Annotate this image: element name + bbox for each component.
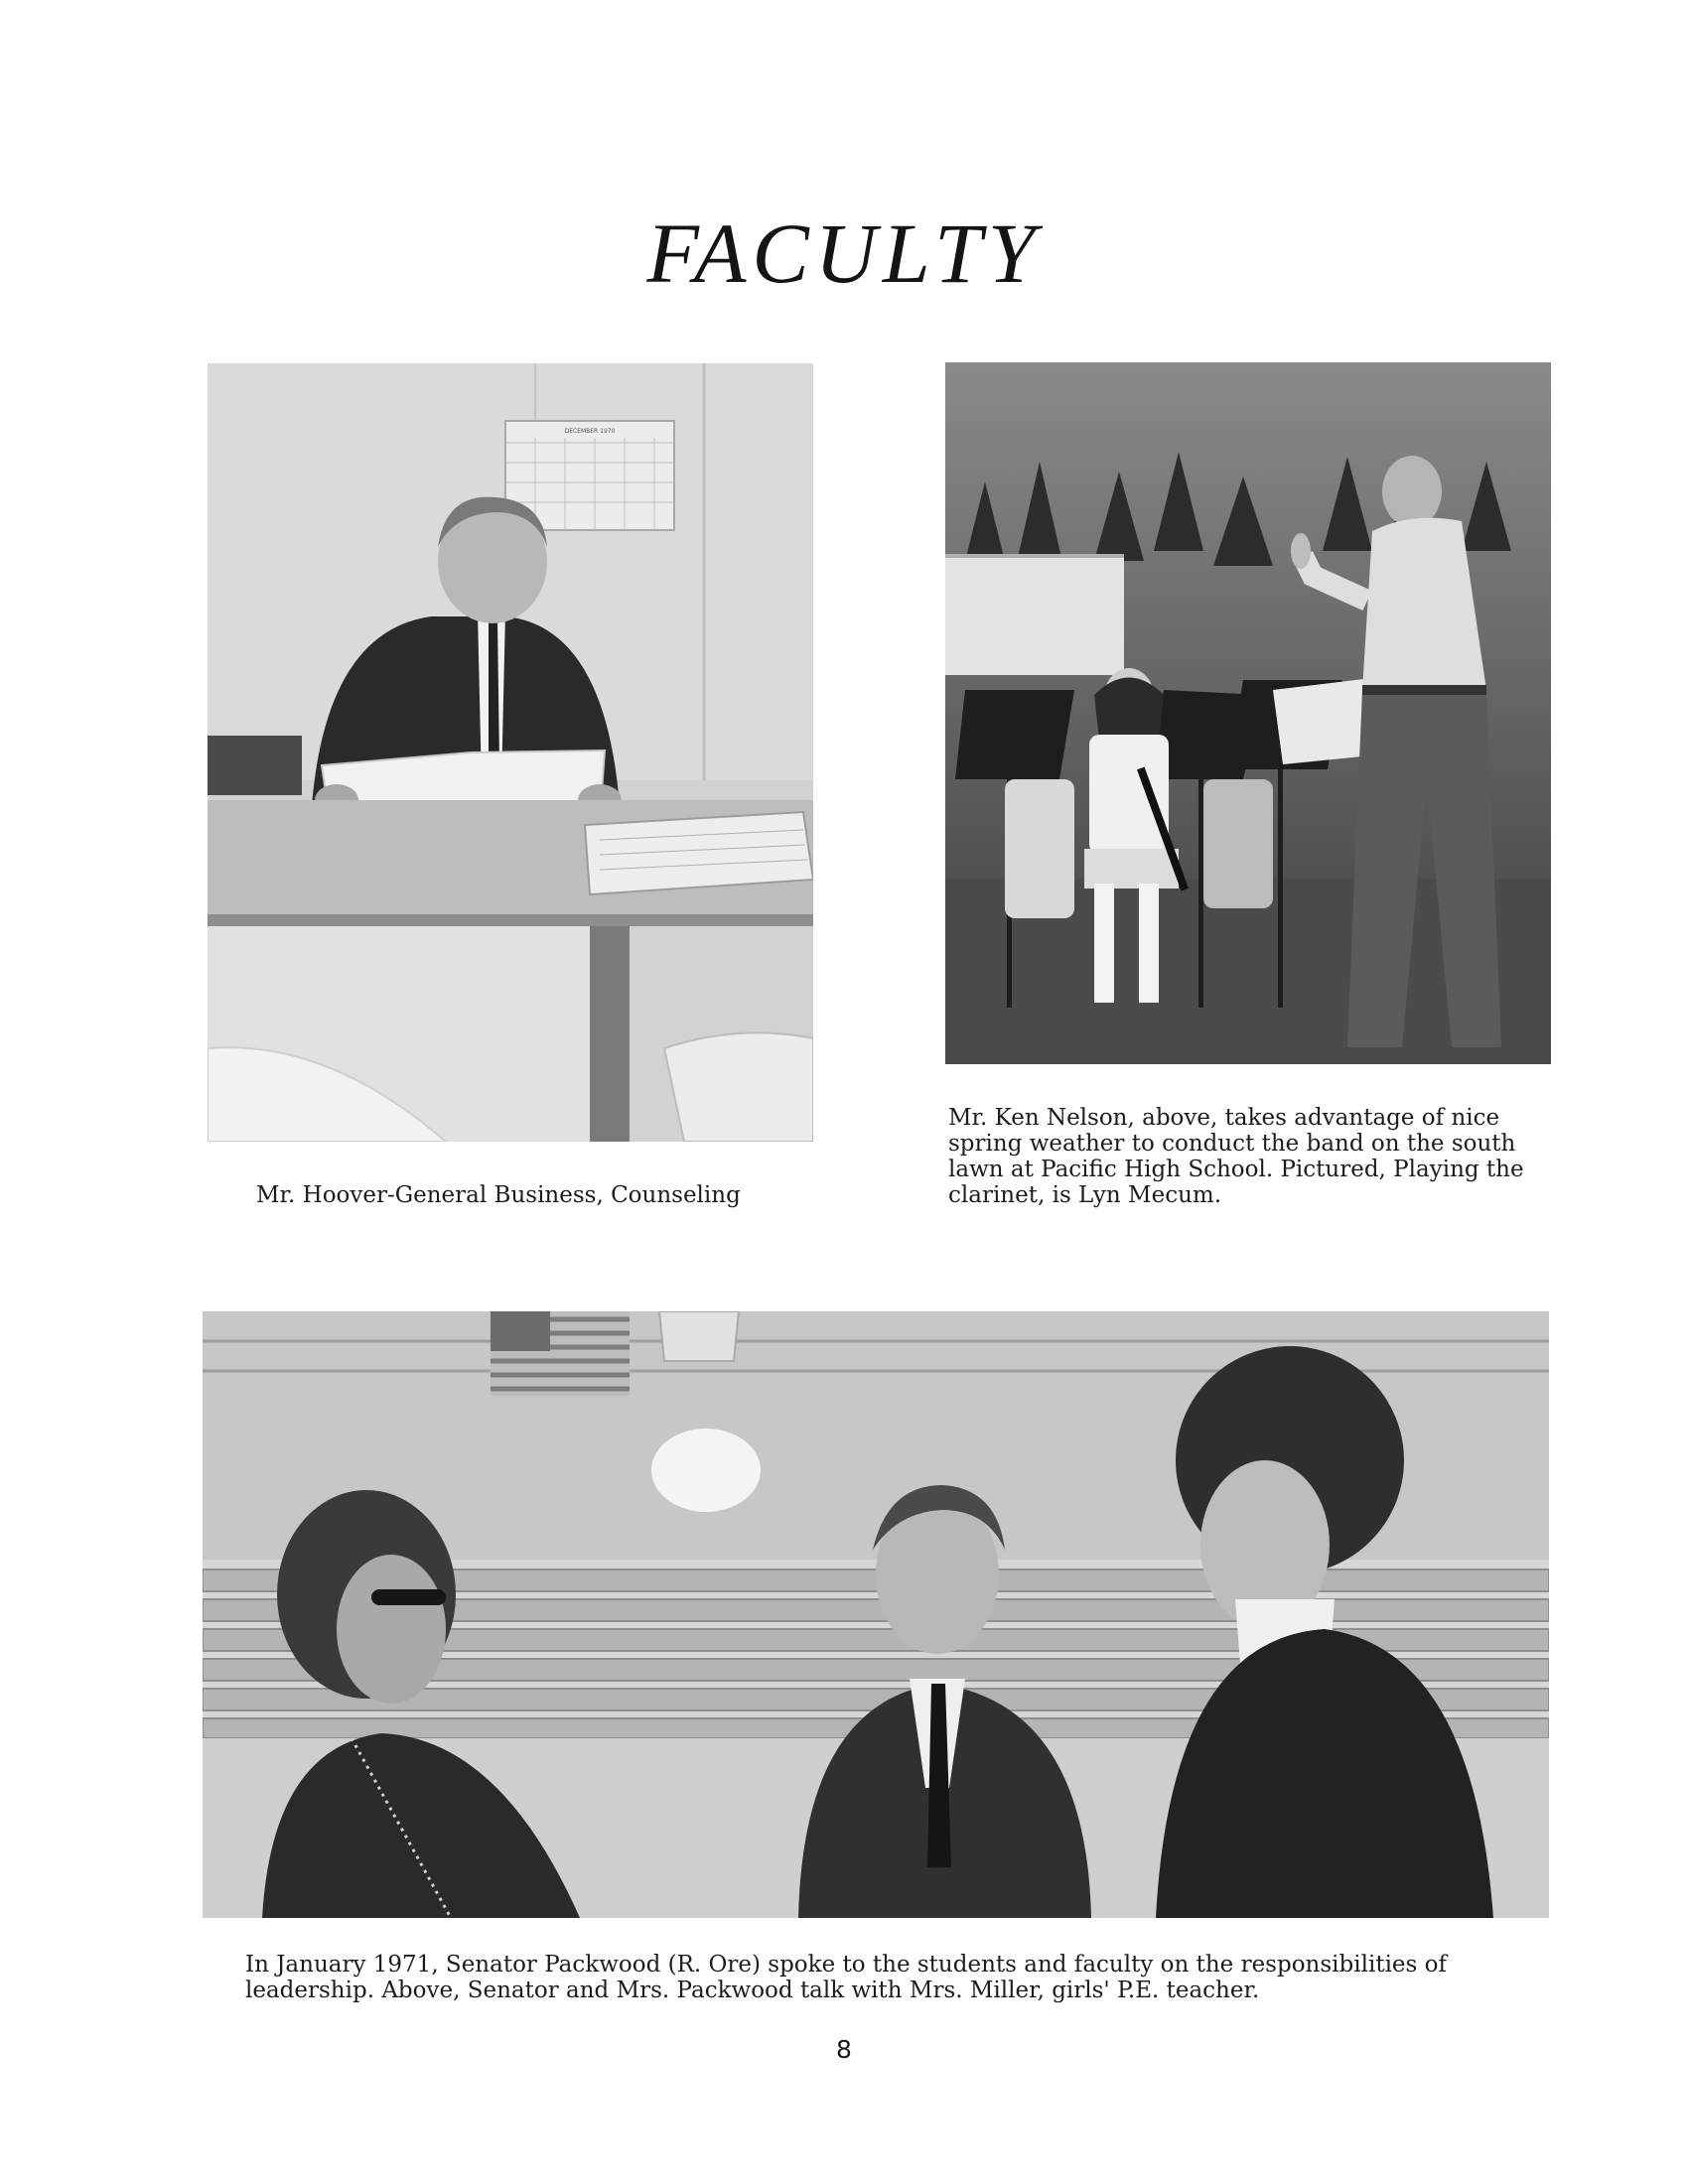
wastebasket	[664, 1032, 813, 1142]
basketball-backboard	[651, 1429, 761, 1512]
school-building	[945, 556, 1124, 675]
basketball-backboard-top	[659, 1311, 739, 1361]
page-number: 8	[836, 2035, 852, 2064]
photo-hoover-illustration	[208, 363, 813, 1142]
photo-hoover-at-desk	[208, 363, 813, 1142]
photo-band-illustration	[945, 362, 1551, 1064]
caption-band: Mr. Ken Nelson, above, takes advantage of nice spring weather to conduct the band on the south lawn at Pacific High School. Pictured, Playing the clarinet, is Lyn Mecum.	[948, 1105, 1524, 1208]
page-title: FACULTY	[646, 205, 1042, 301]
caption-gym: In January 1971, Senator Packwood (R. Ore) spoke to the students and faculty on the responsibilities of leadership. Above, Senator and Mrs. Packwood talk with Mrs. Miller, girls' P.E. teacher.	[245, 1952, 1448, 2003]
american-flag	[491, 1311, 630, 1396]
photo-gym-illustration	[203, 1311, 1549, 1918]
calendar-text: DECEMBER 1970	[564, 428, 616, 435]
caption-hoover: Mr. Hoover-General Business, Counseling	[256, 1182, 741, 1208]
photo-band-on-lawn	[945, 362, 1551, 1064]
photo-senator-in-gym	[203, 1311, 1549, 1918]
ledger-book	[585, 812, 813, 894]
